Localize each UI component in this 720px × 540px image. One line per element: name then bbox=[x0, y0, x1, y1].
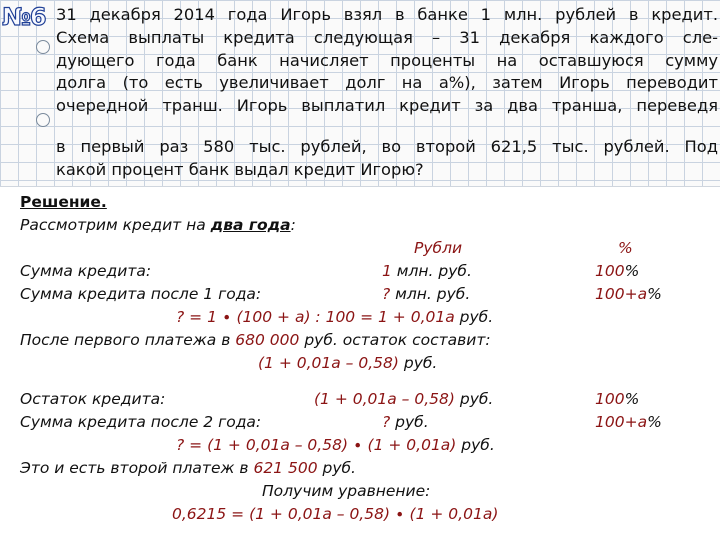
problem-line: 31 декабря 2014 года Игорь взял в банке 1 млн. рублей в кредит. bbox=[56, 5, 718, 24]
problem-line: очередной транш. Игорь выплатил кредит за два транша, переведя bbox=[56, 96, 718, 116]
problem-line: в первый раз 580 тыс. рублей, во второй 621,5 тыс. рублей. Под bbox=[56, 136, 718, 156]
table-row bbox=[0, 411, 720, 433]
intro-row bbox=[20, 214, 720, 236]
payment2-row bbox=[20, 457, 720, 479]
row-value: ? млн. руб. bbox=[382, 285, 471, 303]
table-row bbox=[0, 260, 720, 282]
row-label: Сумма кредита: bbox=[20, 262, 152, 280]
payment2-suffix: руб. bbox=[317, 459, 356, 477]
row-percent: 100% bbox=[595, 390, 640, 408]
formula-remainder: (1 + 0,01а – 0,58) руб. bbox=[258, 354, 438, 372]
payment1-text: После первого платежа в bbox=[20, 331, 236, 349]
final-equation: 0,6215 = (1 + 0,01а – 0,58) ∙ (1 + 0,01а) bbox=[172, 505, 499, 523]
row-value: (1 + 0,01а – 0,58) руб. bbox=[314, 390, 494, 408]
row-label: Остаток кредита: bbox=[20, 390, 166, 408]
row-label: Сумма кредита после 1 года: bbox=[20, 285, 262, 303]
formula-year2: ? = (1 + 0,01а – 0,58) ∙ (1 + 0,01а) руб. bbox=[176, 436, 495, 454]
intro-text: Рассмотрим кредит на bbox=[20, 216, 211, 234]
formula-row bbox=[0, 306, 720, 328]
formula-row bbox=[0, 434, 720, 456]
table-row bbox=[0, 283, 720, 305]
row-label: Сумма кредита после 2 года: bbox=[20, 413, 262, 431]
payment1-row bbox=[20, 329, 720, 351]
problem-number-badge: №6 bbox=[2, 3, 46, 31]
payment2-amount: 621 500 bbox=[253, 459, 318, 477]
intro-emphasis: два года bbox=[210, 216, 291, 234]
binder-ring bbox=[36, 113, 50, 127]
payment1-amount: 680 000 bbox=[235, 331, 300, 349]
row-percent: 100+а% bbox=[595, 285, 662, 303]
problem-line: Схема выплаты кредита следующая – 31 декабря каждого сле- bbox=[56, 27, 718, 47]
problem-spacer bbox=[56, 118, 718, 136]
binder-ring bbox=[36, 40, 50, 54]
row-value: 1 млн. руб. bbox=[382, 262, 472, 280]
payment2-text: Это и есть второй платеж в bbox=[20, 459, 254, 477]
solution-title-row bbox=[20, 191, 720, 213]
row-percent: 100+а% bbox=[595, 413, 662, 431]
formula-year1: ? = 1 ∙ (100 + а) : 100 = 1 + 0,01а руб. bbox=[176, 308, 494, 326]
payment1-suffix: руб. остаток составит: bbox=[299, 331, 491, 349]
column-header-rub: Рубли bbox=[414, 239, 463, 257]
problem-statement bbox=[56, 4, 718, 182]
equation-label: Получим уравнение: bbox=[262, 482, 431, 500]
column-header-row bbox=[0, 237, 720, 259]
problem-line: дующего года банк начисляет проценты на оставшуюся сумму bbox=[56, 50, 718, 70]
row-percent: 100% bbox=[595, 262, 640, 280]
solution-title: Решение. bbox=[20, 193, 107, 211]
problem-line: долга (то есть увеличивает долг на а%), затем Игорь переводит bbox=[56, 73, 718, 93]
equation-row bbox=[0, 503, 720, 525]
problem-line: какой процент банк выдал кредит Игорю? bbox=[56, 159, 424, 179]
row-value: ? руб. bbox=[382, 413, 429, 431]
intro-colon: : bbox=[290, 216, 296, 234]
column-header-pct: % bbox=[618, 239, 633, 257]
equation-label-row bbox=[0, 480, 720, 502]
solution-panel bbox=[0, 186, 720, 540]
table-row bbox=[0, 388, 720, 410]
formula-row bbox=[0, 352, 720, 374]
